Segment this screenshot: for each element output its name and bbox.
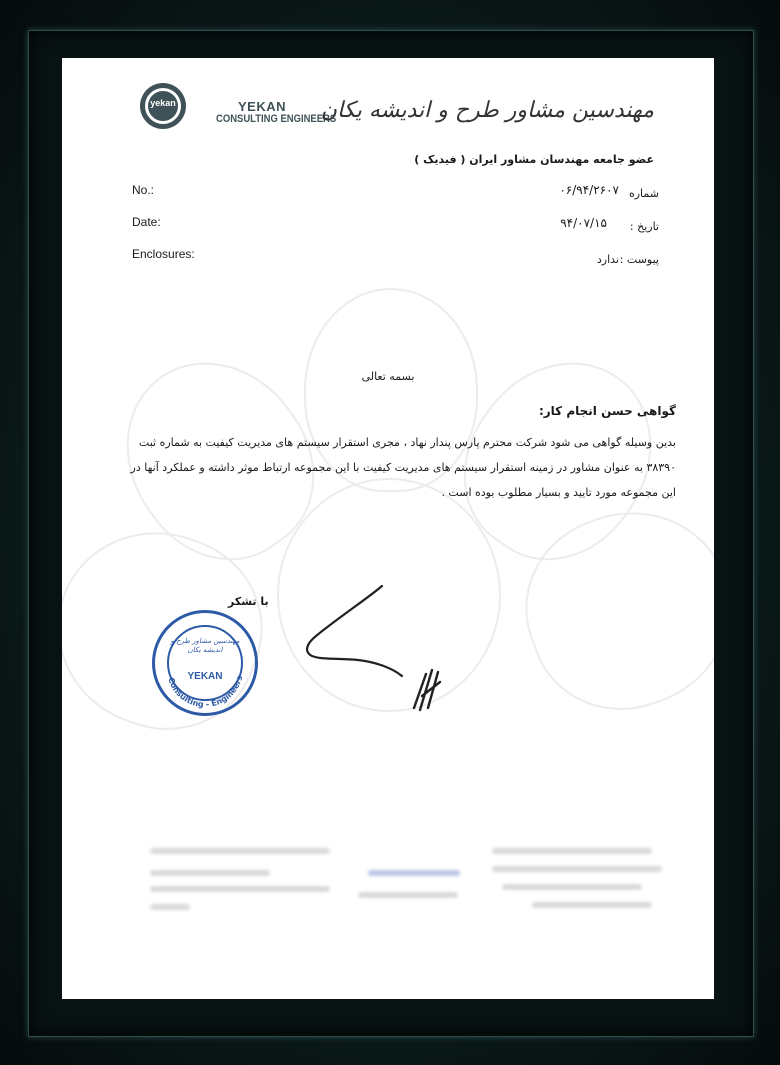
footer-blur	[150, 848, 330, 854]
stamp-top-text: مهندسین مشاور طرح و اندیشه یکان	[170, 637, 240, 654]
svg-text:Consulting - Engineers: Consulting - Engineers	[166, 674, 245, 710]
number-value: ۰۶/۹۴/۲۶۰۷	[559, 183, 619, 197]
footer-blur	[492, 848, 652, 854]
document-page	[62, 58, 714, 999]
footer-blur	[532, 902, 652, 908]
attachment-label-fa: پیوست :	[619, 253, 659, 266]
company-stamp	[152, 610, 258, 716]
footer-blur	[150, 904, 190, 910]
body-line-1: بدین وسیله گواهی می شود شرکت محترم پارس پندار نهاد ، مجری استقرار سیستم های مدیریت کیفیت به شماره ثبت	[138, 436, 676, 449]
body-line-2: ۳۸۳۹۰ به عنوان مشاور در زمینه استقرار سیستم های مدیریت کیفیت با این مجموعه ارتباط موثر داشته و عملکرد آنها در	[130, 461, 676, 474]
footer-blur	[150, 870, 270, 876]
footer-blur	[492, 866, 662, 872]
persian-company-title: مهندسین مشاور طرح و اندیشه یکان	[320, 98, 654, 123]
closing-thanks: با تشکر	[228, 595, 269, 608]
attachment-value: ندارد	[596, 253, 619, 266]
footer-blur	[150, 886, 330, 892]
date-label-en: Date:	[132, 215, 161, 229]
body-line-3: این مجموعه مورد تایید و بسیار مطلوب بوده است .	[441, 486, 676, 499]
number-label-fa: شماره	[628, 187, 659, 200]
brand-name: YEKAN	[238, 99, 287, 114]
footer-blur	[368, 870, 460, 876]
certificate-heading: گواهی حسن انجام کار:	[538, 404, 676, 418]
invocation: بسمه تعالی	[361, 370, 415, 383]
date-label-fa: تاریخ :	[629, 220, 659, 233]
date-value: ۹۴/۰۷/۱۵	[560, 216, 607, 230]
number-label-en: No.:	[132, 183, 155, 197]
signature	[298, 578, 468, 718]
yekan-logo: yekan	[140, 83, 186, 129]
stamp-text-art	[155, 613, 255, 713]
footer-blur	[358, 892, 458, 898]
membership-line: عضو جامعه مهندسان مشاور ایران ( فیدیک )	[414, 153, 654, 166]
footer-blur	[502, 884, 642, 890]
stamp-center-text: YEKAN	[187, 671, 223, 682]
enclosures-label-en: Enclosures:	[132, 247, 195, 261]
brand-subtitle: CONSULTING ENGINEERS	[216, 113, 337, 125]
